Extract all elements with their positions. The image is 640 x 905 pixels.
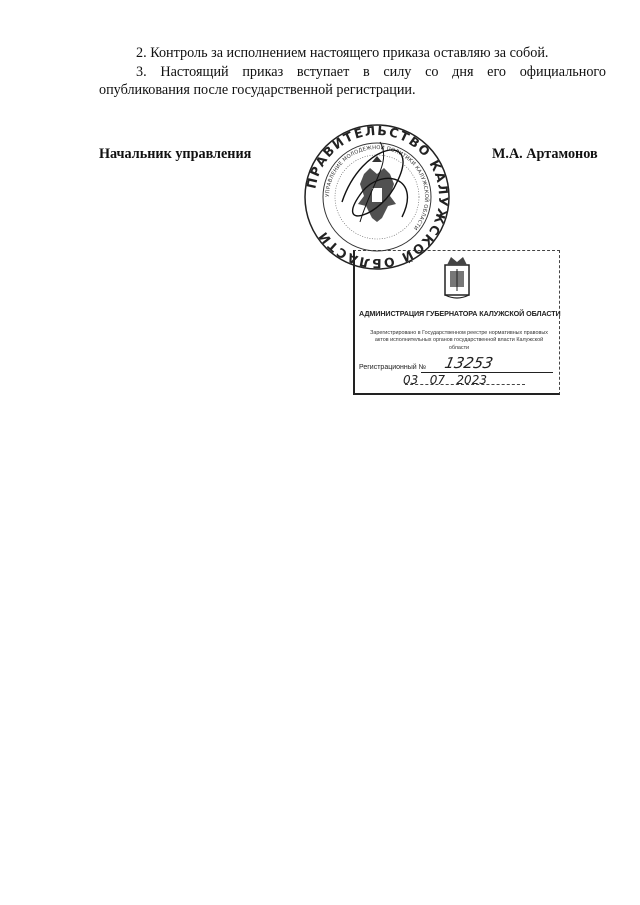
registration-number: 13253	[443, 354, 495, 372]
paragraph-3-line-2: опубликования после государственной регистрации.	[99, 82, 416, 98]
registration-number-label: Регистрационный №	[359, 364, 427, 371]
paragraph-2: 2. Контроль за исполнением настоящего приказа оставляю за собой.	[136, 45, 549, 61]
official-seal	[302, 122, 452, 272]
stamp-description: Зарегистрировано в Государственном реестре нормативных правовых актов исполнительных органов государственной власти Калужской области	[370, 330, 548, 351]
seal-inner-text: УПРАВЛЕНИЕ МОЛОДЕЖНОЙ ПОЛИТИКИ КАЛУЖСКОЙ ОБЛАСТИ	[324, 144, 430, 231]
seal-outer-text: ПРАВИТЕЛЬСТВО КАЛУЖСКОЙ ОБЛАСТИ	[303, 122, 452, 272]
registration-date: 03 07 2023	[403, 373, 487, 387]
stamp-authority: АДМИНИСТРАЦИЯ ГУБЕРНАТОРА КАЛУЖСКОЙ ОБЛАСТИ	[359, 309, 561, 318]
paragraph-3-line-1: 3. Настоящий приказ вступает в силу со дня его официального	[136, 64, 606, 80]
registration-date-line	[405, 384, 525, 385]
signatory-name: М.А. Артамонов	[492, 146, 598, 162]
signatory-position: Начальник управления	[99, 146, 252, 162]
